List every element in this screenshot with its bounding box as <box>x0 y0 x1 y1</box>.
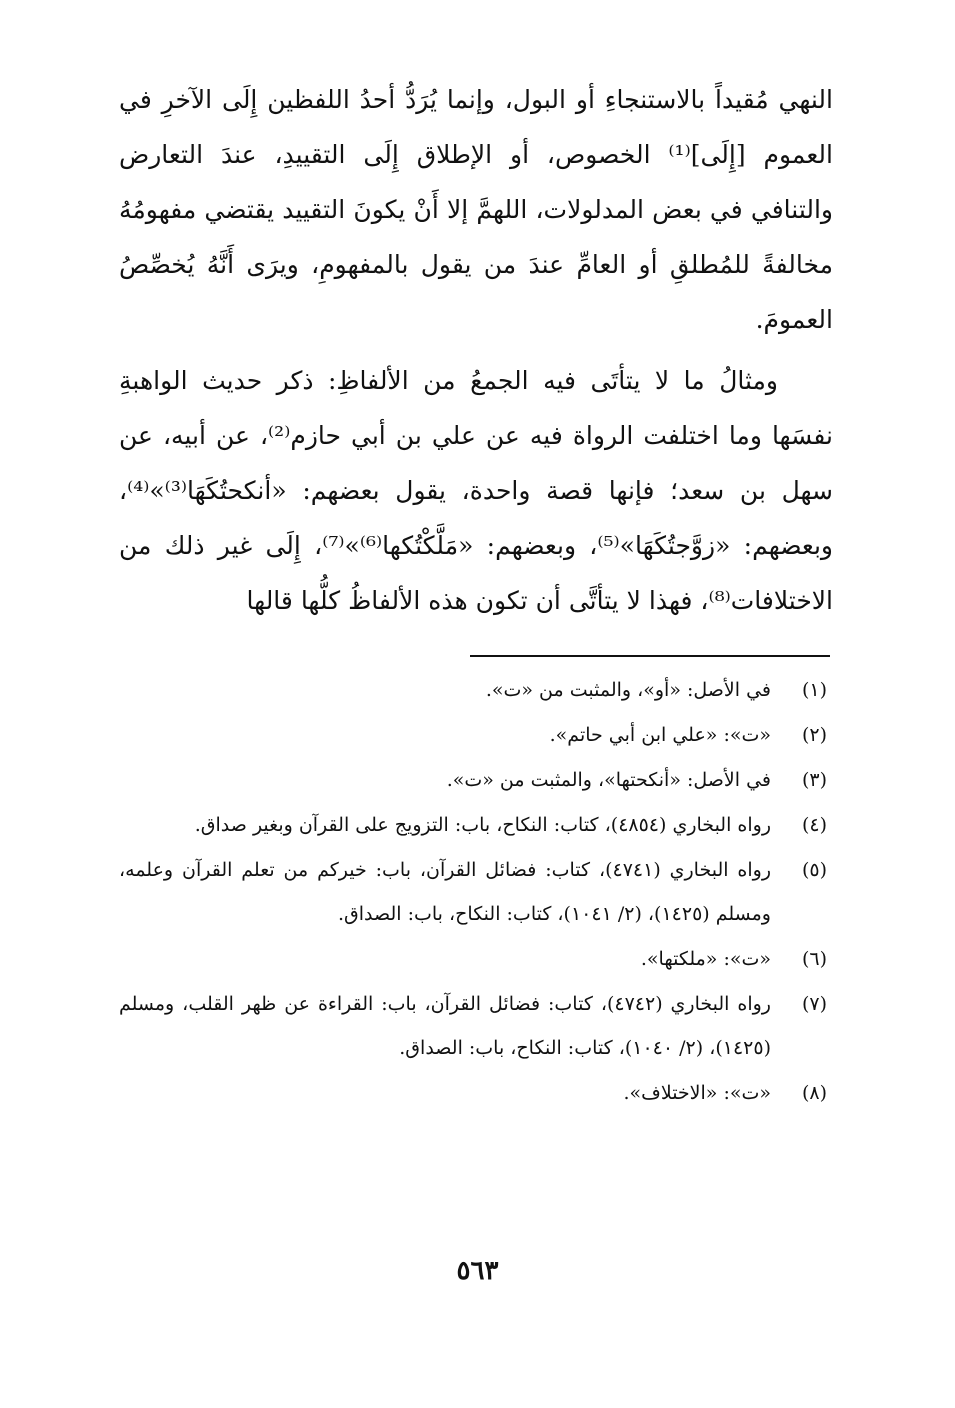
body-paragraph: ومثالُ ما لا يتأتَى فيه الجمعُ من الألفاظِ: ذكر حديث الواهبةِ نفسَها وما اختلفت الرواة فيه عن علي بن أبي حازم⁽²⁾، عن أبيه، عن سهل بن سعد؛ فإنها قصة واحدة، يقول بعضهم: «أنكحتُكَهَا⁽³⁾»⁽⁴⁾، وبعضهم: «زوَّجتُكَهَا»⁽⁵⁾، وبعضهم: «مَلَّكْتُكها⁽⁶⁾»⁽⁷⁾، إِلَى غير ذلك من الاختلافات⁽⁸⁾، فهذا لا يتأتَّى أن تكون هذه الألفاظُ كلُّها قالها <box>119 366 833 615</box>
footnote-text: رواه البخاري (٤٧٤١)، كتاب: فضائل القرآن، باب: خيركم من تعلم القرآن وعلمه، ومسلم (١٤٢٥)، (٢/ ١٠٤١)، كتاب: النكاح، باب: الصداق. <box>119 859 772 925</box>
footnote-item <box>119 982 827 1070</box>
footnote-item <box>119 668 827 712</box>
footnote-text: في الأصل: «أنكحتها»، والمثبت من «ت». <box>446 769 771 791</box>
footnote-item <box>119 758 827 802</box>
footnote-text: في الأصل: «أو»، والمثبت من «ت». <box>485 679 771 701</box>
page-number: ٥٦٣ <box>456 1256 499 1286</box>
footnote-item <box>119 1071 827 1115</box>
footnote-text: «ت»: «ملكتها». <box>640 948 771 970</box>
footnote-text: رواه البخاري (٤٨٥٤)، كتاب: النكاح، باب: التزويج على القرآن وبغير صداق. <box>194 814 771 836</box>
main-text <box>119 72 833 628</box>
footnote-number: (٧) <box>801 993 827 1015</box>
footnote-text: رواه البخاري (٤٧٤٢)، كتاب: فضائل القرآن، باب: القراءة عن ظهر القلب، ومسلم (١٤٢٥)، (٢/ ١٠٤٠)، كتاب: النكاح، باب: الصداق. <box>119 993 771 1059</box>
footnote-text: «ت»: «علي ابن أبي حاتم». <box>549 724 771 746</box>
footnote-number: (٤) <box>801 814 827 836</box>
body-paragraph: النهي مُقيداً بالاستنجاءِ أو البول، وإنما يُرَدُّ أحدُ اللفظين إِلَى الآخرِ في العموم [إِلَى]⁽¹⁾ الخصوص، أو الإطلاق إِلَى التقييدِ، عندَ التعارض والتنافي في بعض المدلولات، اللهمَّ إلا أَنْ يكونَ التقييد يقتضي مفهومُهُ مخالفةً للمُطلقِ أو العامِّ عندَ من يقول بالمفهومِ، ويرَى أَنَّهُ يُخصِّصُ العمومَ. <box>119 85 833 334</box>
footnote-item <box>119 848 827 936</box>
footnote-number: (١) <box>801 679 827 701</box>
footnote-item <box>119 803 827 847</box>
footnote-item <box>119 937 827 981</box>
footnote-number: (٣) <box>801 769 827 791</box>
footnotes <box>119 668 827 1116</box>
footnote-number: (٢) <box>801 724 827 746</box>
footnote-item <box>119 713 827 757</box>
footnote-separator <box>470 655 830 657</box>
footnote-number: (٦) <box>801 948 827 970</box>
footnote-number: (٨) <box>801 1082 827 1104</box>
footnote-text: «ت»: «الاختلاف». <box>623 1082 771 1104</box>
footnote-number: (٥) <box>801 859 827 881</box>
